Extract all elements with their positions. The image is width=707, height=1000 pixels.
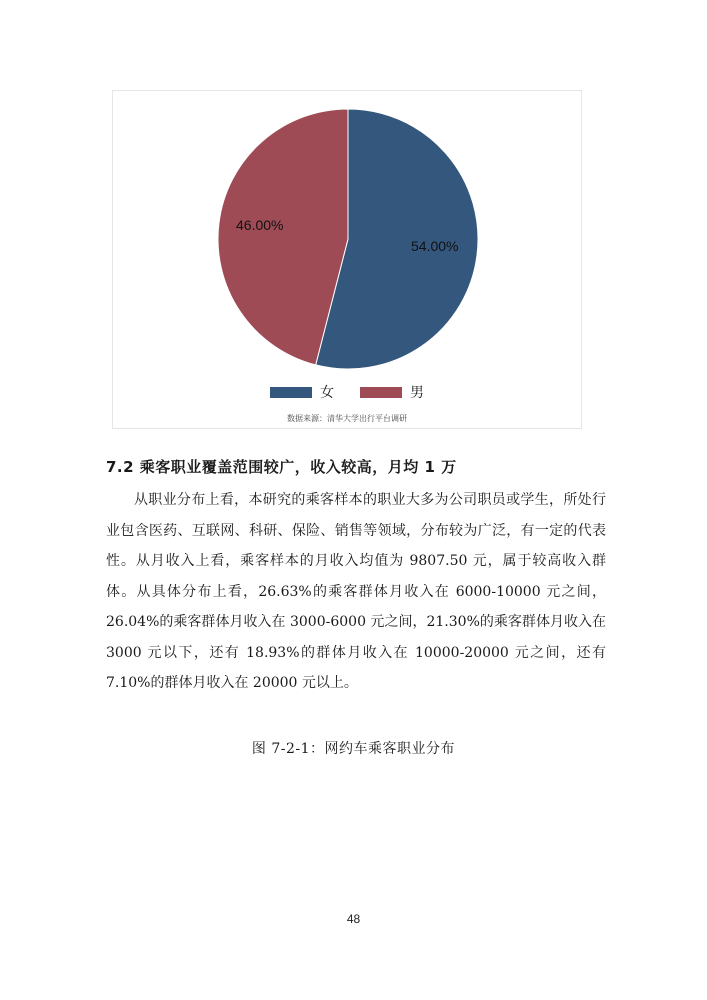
figure-caption: 图 7-2-1：网约车乘客职业分布 <box>251 741 456 757</box>
pie-chart <box>113 91 581 381</box>
legend-label-male: 男 <box>410 385 424 401</box>
pie-chart-frame <box>112 90 582 429</box>
pie-label-female: 54.00% <box>411 238 459 254</box>
legend-swatch-male <box>360 387 402 398</box>
page-number: 48 <box>346 912 361 926</box>
chart-source: 数据来源：清华大学出行平台调研 <box>287 414 407 423</box>
pie-label-male: 46.00% <box>236 217 284 233</box>
legend-swatch-female <box>270 387 312 398</box>
legend-item-female <box>270 382 334 402</box>
section-heading: 7.2 乘客职业覆盖范围较广，收入较高，月均 1 万 <box>106 458 457 476</box>
legend-label-female: 女 <box>320 385 334 401</box>
legend-item-male <box>360 382 424 402</box>
chart-legend <box>113 381 581 403</box>
body-paragraph: 从职业分布上看，本研究的乘客样本的职业大多为公司职员或学生，所处行业包含医药、互联网、科研、保险、销售等领域，分布较为广泛，有一定的代表性。从月收入上看，乘客样本的月收入均值为 9807.50 元，属于较高收入群体。从具体分布上看，26.63%的乘客群体月收入在 6000-10000 元之间，26.04%的乘客群体月收入在 3000-6000 元之间，21.30%的乘客群体月收入在 3000 元以下，还有 18.93%的群体月收入在 10000-20000 元之间，还有 7.10%的群体月收入在 20000 元以上。 <box>106 492 606 691</box>
